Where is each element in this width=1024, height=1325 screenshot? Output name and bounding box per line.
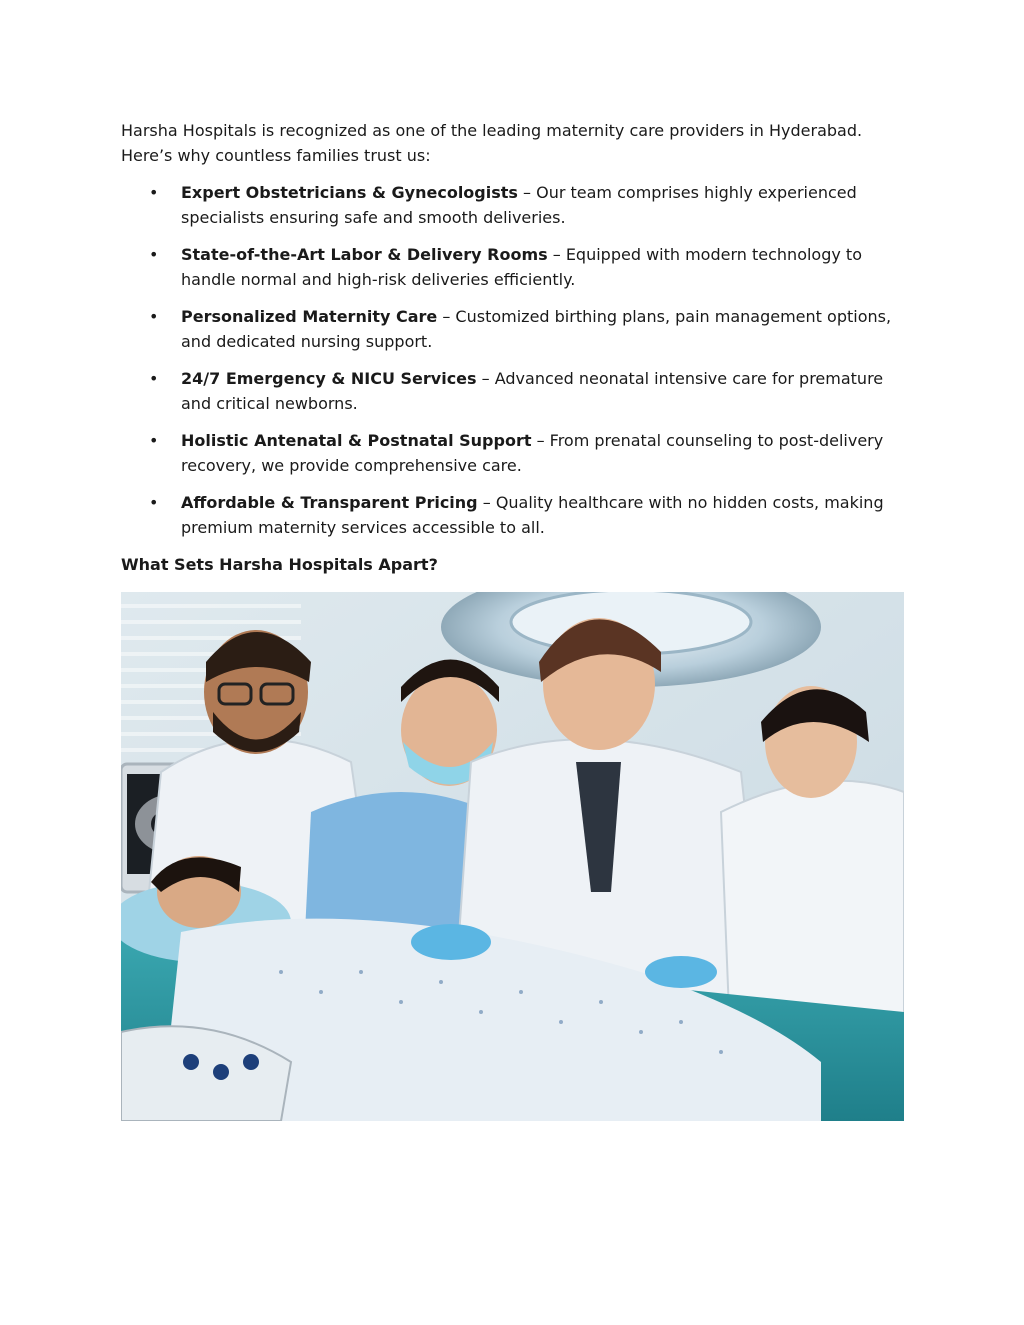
bullet-icon: • [149, 431, 159, 450]
feature-title: Holistic Antenatal & Postnatal Support [181, 431, 532, 450]
feature-text: – From prenatal counseling to post-delivery recovery, we provide comprehensive care. [181, 431, 884, 475]
feature-text: – Advanced neonatal intensive care for premature and critical newborns. [181, 369, 884, 413]
bullet-icon: • [149, 183, 159, 202]
feature-text: – Customized birthing plans, pain management options, and dedicated nursing support. [181, 307, 892, 351]
feature-text: – Our team comprises highly experienced specialists ensuring safe and smooth deliveries. [181, 183, 857, 227]
bullet-icon: • [149, 369, 159, 388]
feature-title: Expert Obstetricians & Gynecologists [181, 183, 518, 202]
feature-list [121, 181, 911, 553]
list-item [121, 429, 911, 478]
maternity-care-photo [121, 592, 904, 1121]
feature-text: – Quality healthcare with no hidden costs, making premium maternity services accessible to all. [181, 493, 884, 537]
list-item [121, 243, 911, 292]
list-item [121, 305, 911, 354]
bullet-icon: • [149, 245, 159, 264]
list-item [121, 491, 911, 540]
feature-title: Affordable & Transparent Pricing [181, 493, 478, 512]
section-heading: What Sets Harsha Hospitals Apart? [121, 555, 438, 574]
intro-paragraph: Harsha Hospitals is recognized as one of the leading maternity care providers in Hyderabad. Here’s why countless families trust us: [121, 121, 863, 165]
bullet-icon: • [149, 493, 159, 512]
gloved-hand [645, 956, 717, 988]
list-item [121, 181, 911, 230]
feature-title: State-of-the-Art Labor & Delivery Rooms [181, 245, 548, 264]
list-item [121, 367, 911, 416]
feature-title: Personalized Maternity Care [181, 307, 438, 326]
gloved-hand [411, 924, 491, 960]
feature-text: – Equipped with modern technology to handle normal and high-risk deliveries efficiently. [181, 245, 862, 289]
feature-title: 24/7 Emergency & NICU Services [181, 369, 477, 388]
bullet-icon: • [149, 307, 159, 326]
